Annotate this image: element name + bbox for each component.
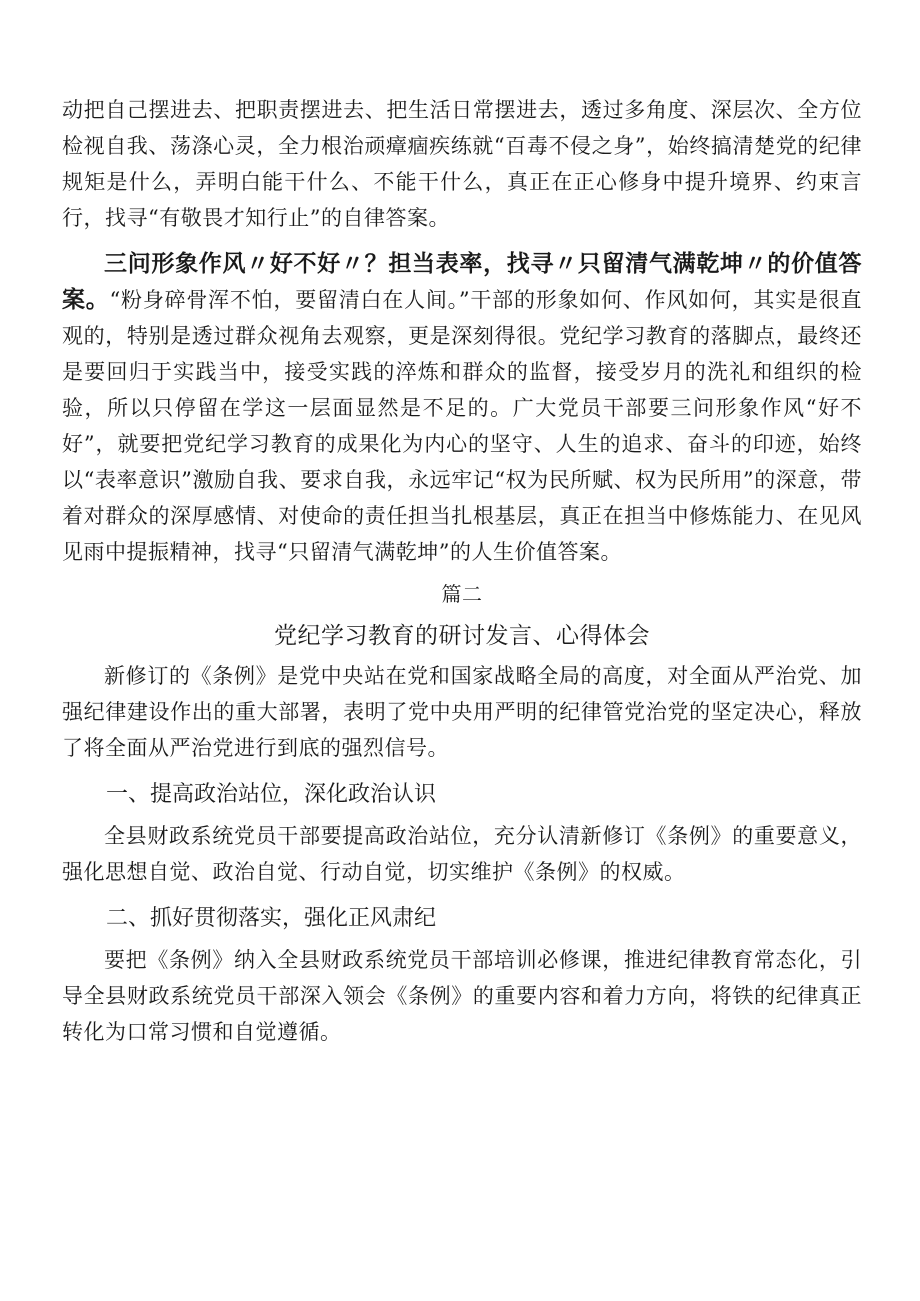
- paragraph-political-stance: [62, 818, 862, 890]
- document-title: 党纪学习教育的研讨发言、心得体会: [274, 623, 650, 649]
- paragraph-text: 新修订的《条例》是党中央站在党和国家战略全局的高度，对全面从严治党、加强纪律建设作出的重大部署，表明了党中央用严明的纪律管党治党的坚定决心，释放了将全面从严治党进行到底的强烈信号。: [62, 664, 862, 760]
- paragraph-continued: [62, 92, 862, 236]
- section-label: 篇二: [441, 582, 483, 606]
- paragraph-text: 全县财政系统党员干部要提高政治站位，充分认清新修订《条例》的重要意义，强化思想自觉、政治自觉、行动自觉，切实维护《条例》的权威。: [62, 824, 862, 884]
- paragraph-text: 要把《条例》纳入全县财政系统党员干部培训必修课，推进纪律教育常态化，引导全县财政系统党员干部深入领会《条例》的重要内容和着力方向，将铁的纪律真正转化为口常习惯和自觉遵循。: [62, 948, 862, 1044]
- subheading-1: 一、提高政治站位，深化政治认识: [106, 782, 437, 807]
- paragraph-lead-heading: 三问形象作风〃好不好〃？担当表率，找寻〃只留清气满乾坤〃的价值答案。: [62, 251, 862, 313]
- paragraph-image-style: [62, 246, 862, 570]
- paragraph-implementation: [62, 942, 862, 1050]
- paragraph-text: “粉身碎骨浑不怕，要留清白在人间。”干部的形象如何、作风如何，其实是很直观的，特别是透过群众视角去观察，更是深刻得很。党纪学习教育的落脚点，最终还是要回归于实践当中，接受实践的淬炼和群众的监督，接受岁月的洗礼和组织的检验，所以只停留在学这一层面显然是不足的。广大党员干部要三问形象作风“好不好”，就要把党纪学习教育的成果化为内心的坚守、人生的追求、奋斗的印迹，始终以“表率意识”激励自我、要求自我，永远牢记“权为民所赋、权为民所用”的深意，带着对群众的深厚感情、对使命的责任担当扎根基层，真正在担当中修炼能力、在见风见雨中提振精神，找寻“只留清气满乾坤”的人生价值答案。: [62, 288, 863, 564]
- paragraph-intro: [62, 658, 862, 766]
- paragraph-text: 动把自己摆进去、把职责摆进去、把生活日常摆进去，透过多角度、深层次、全方位检视自我、荡涤心灵，全力根治顽瘴痼疾练就“百毒不侵之身”，始终搞清楚党的纪律规矩是什么，弄明白能干什么、不能干什么，真正在正心修身中提升境界、约束言行，找寻“有敬畏才知行止”的自律答案。: [62, 98, 862, 230]
- document-page: [62, 92, 862, 1050]
- subheading-2: 二、抓好贯彻落实，强化正风肃纪: [106, 906, 437, 931]
